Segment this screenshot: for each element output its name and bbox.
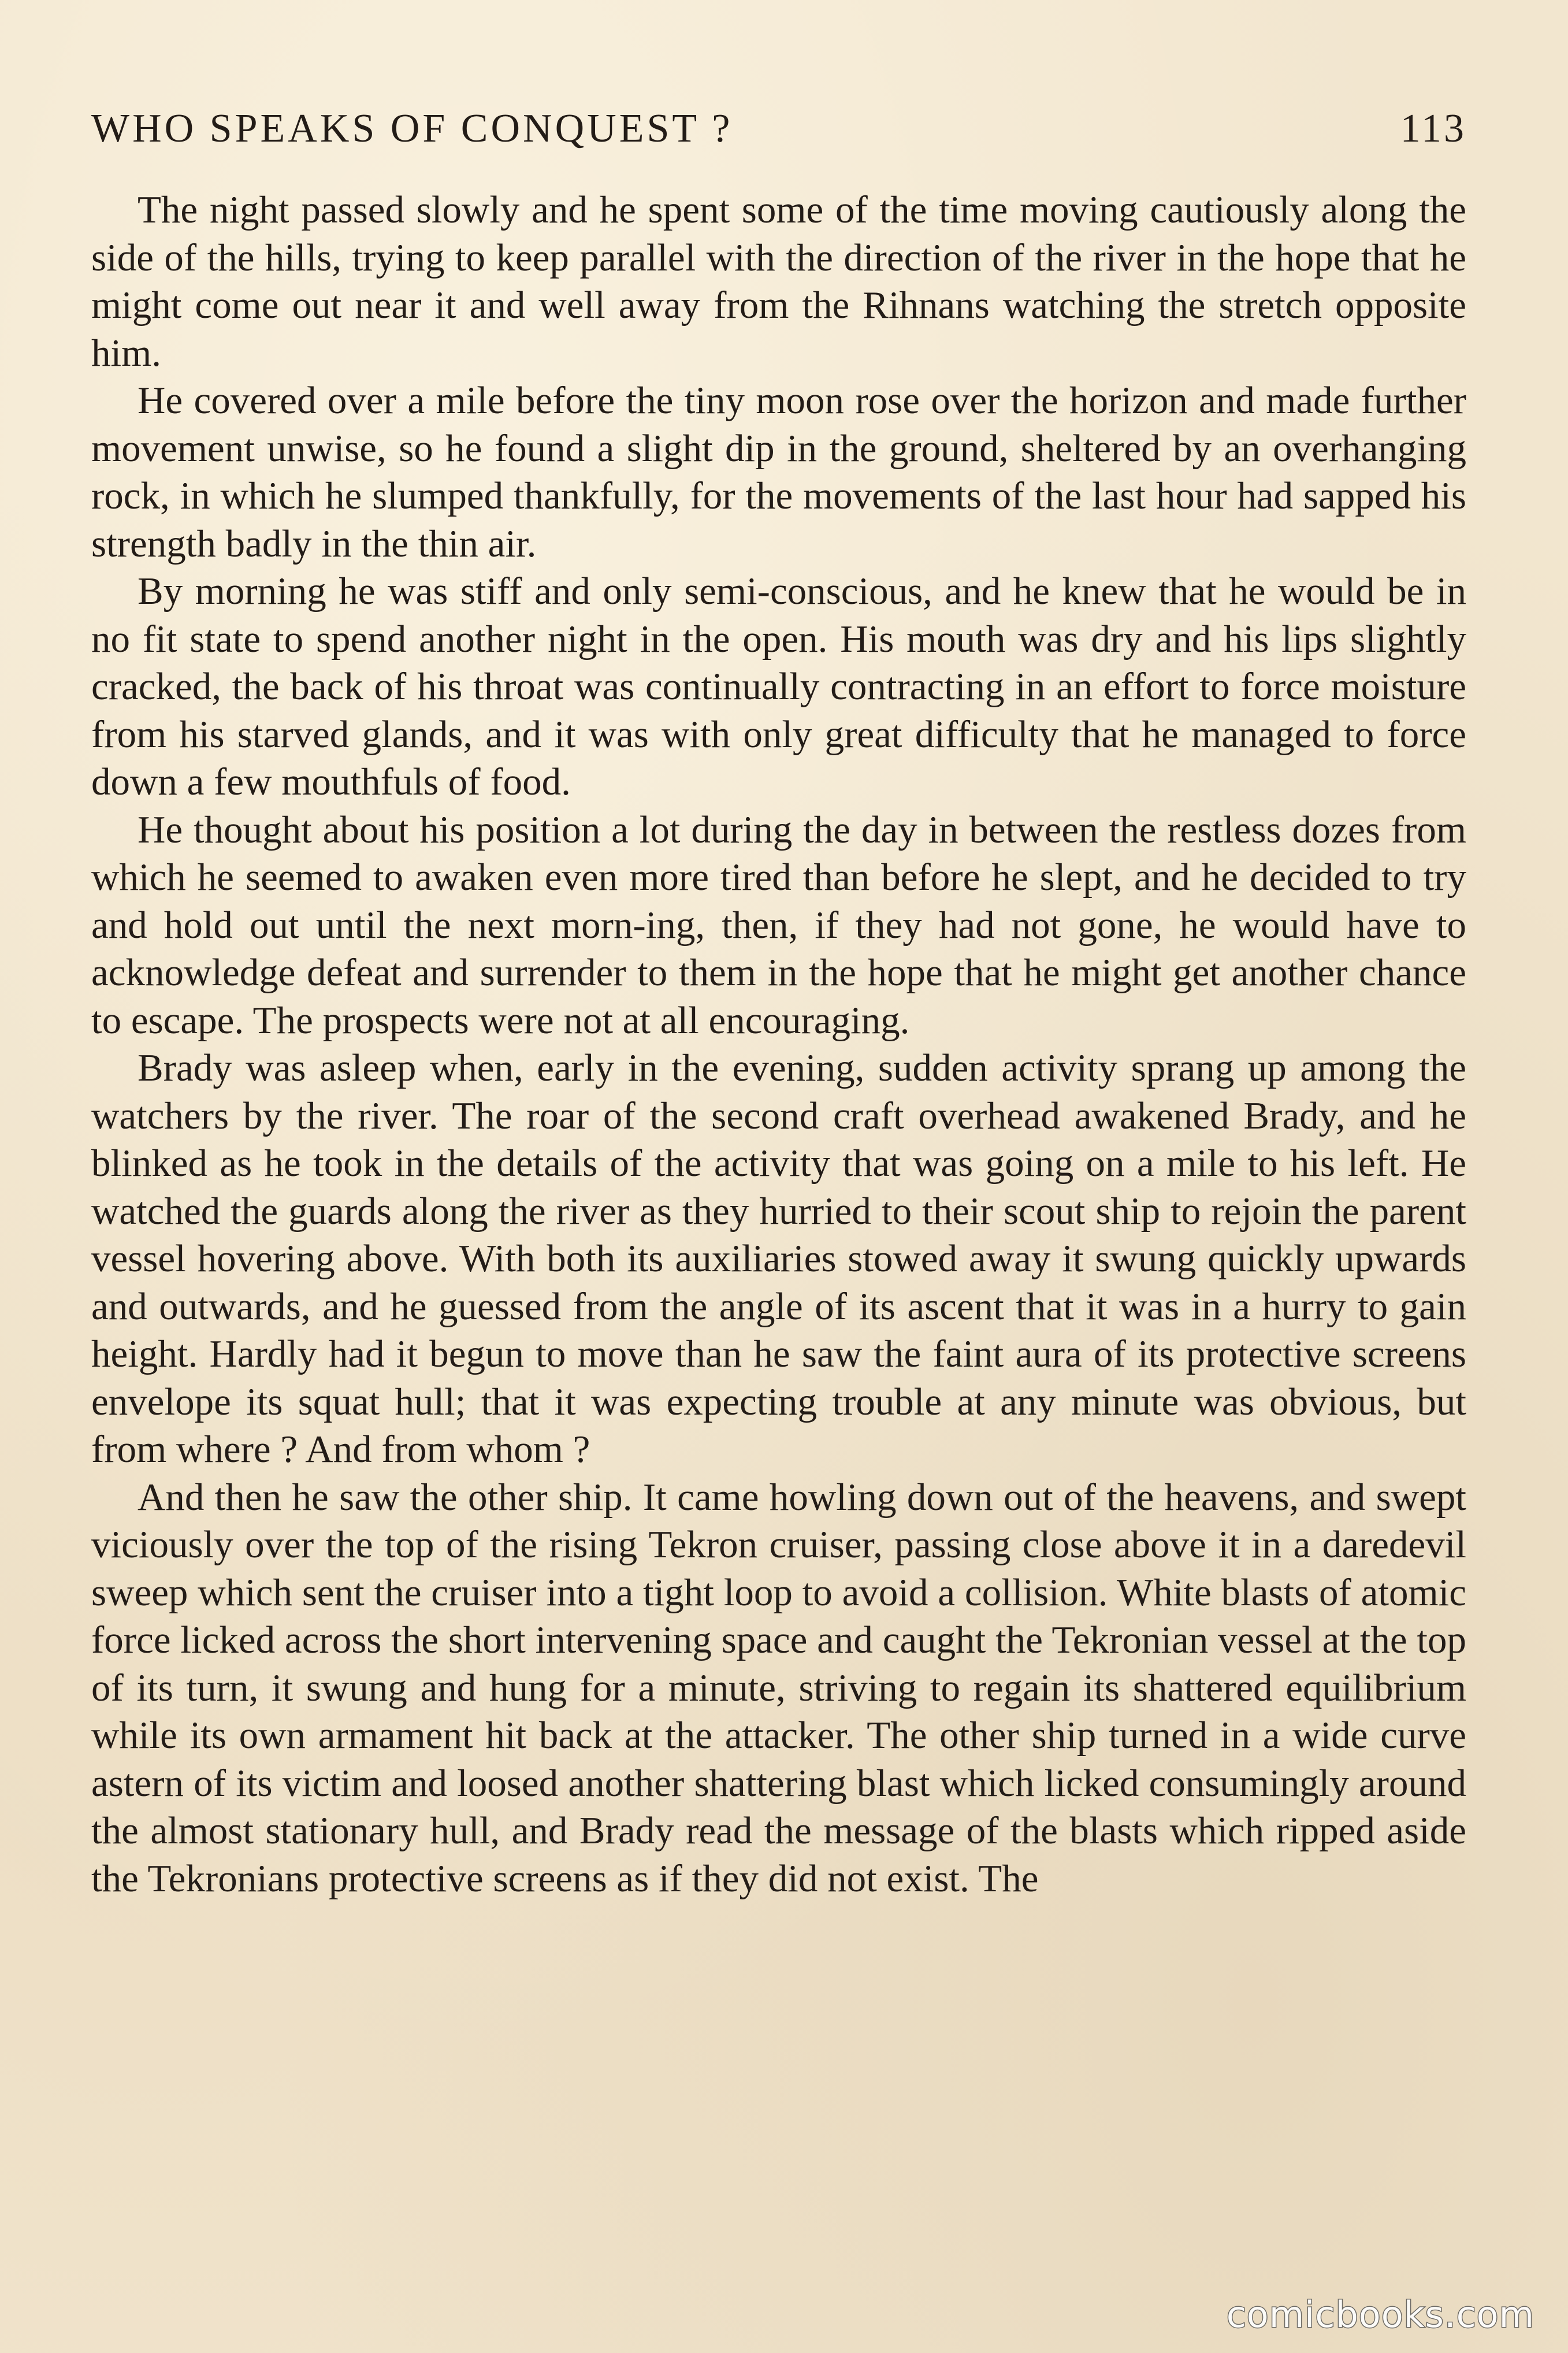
paragraph: By morning he was stiff and only semi-conscious, and he knew that he would be in no fit state to spend another night in the open. His mouth was dry and his lips slightly cracked, the back of his throat was continually contracting in an effort to force moisture from his starved glands, and it was with only great difficulty that he managed to force down a few mouthfuls of food. [91, 570, 1466, 803]
running-head [91, 97, 1466, 161]
page-number: 113 [1400, 106, 1466, 151]
paragraph: He thought about his position a lot during the day in between the restless dozes from which he seemed to awaken even more tired than before he slept, and he decided to try and hold out until the next morn-ing, then, if they had not gone, he would have to acknowledge defeat and surrender to them in the hope that he might get another chance to escape. The prospects were not at all encouraging. [91, 808, 1466, 1042]
body-text [91, 186, 1466, 2266]
paragraph: The night passed slowly and he spent some of the time moving cautiously along the side of the hills, trying to keep parallel with the direction of the river in the hope that he might come out near it and well away from the Rihnans watching the stretch opposite him. [91, 188, 1466, 374]
paragraph: He covered over a mile before the tiny moon rose over the horizon and made further movement unwise, so he found a slight dip in the ground, sheltered by an overhanging rock, in which he slumped thankfully, for the movements of the last hour had sapped his strength badly in the thin air. [91, 379, 1466, 565]
paragraph: Brady was asleep when, early in the evening, sudden activity sprang up among the watchers by the river. The roar of the second craft overhead awakened Brady, and he blinked as he took in the details of the activity that was going on a mile to his left. He watched the guards along the river as they hurried to their scout ship to rejoin the parent vessel hovering above. With both its auxiliaries stowed away it swung quickly upwards and outwards, and he guessed from the angle of its ascent that it was in a hurry to gain height. Hardly had it begun to move than he saw the faint aura of its protective screens envelope its squat hull; that it was expecting trouble at any minute was obvious, but from where ? And from whom ? [91, 1046, 1466, 1471]
paragraph: And then he saw the other ship. It came howling down out of the heavens, and swept viciously over the top of the rising Tekron cruiser, passing close above it in a daredevil sweep which sent the cruiser into a tight loop to avoid a collision. White blasts of atomic force licked across the short intervening space and caught the Tekronian vessel at the top of its turn, it swung and hung for a minute, striving to regain its shattered equilibrium while its own armament hit back at the attacker. The other ship turned in a wide curve astern of its victim and loosed another shattering blast which licked consumingly around the almost stationary hull, and Brady read the message of the blasts which ripped aside the Tekronians protective screens as if they did not exist. The [91, 1475, 1466, 1900]
running-title: WHO SPEAKS OF CONQUEST ? [91, 106, 733, 151]
watermark: comicbooks.com [1226, 2293, 1534, 2336]
